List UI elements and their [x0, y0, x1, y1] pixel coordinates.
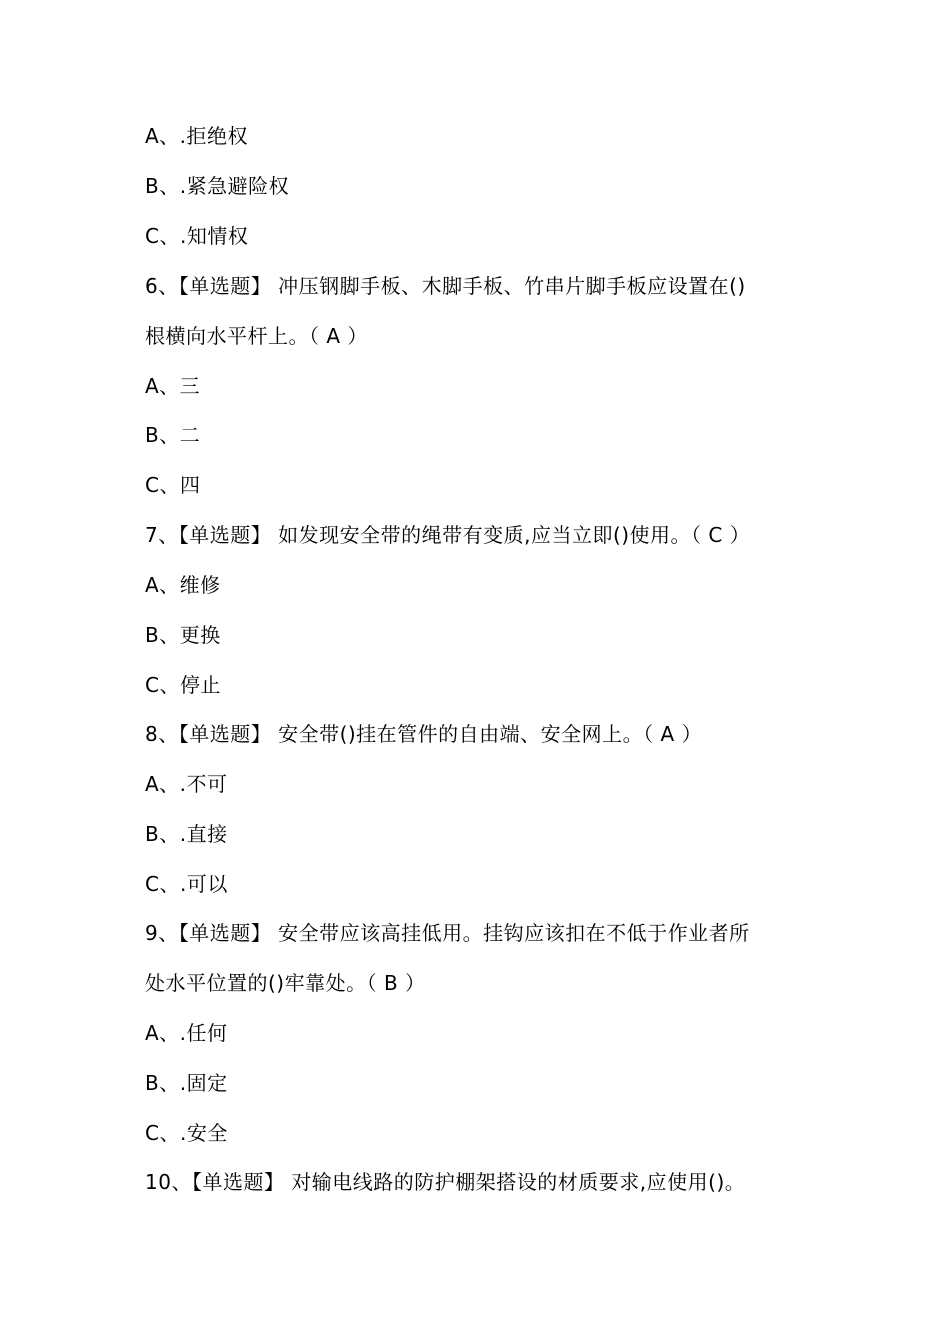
option-line: A、.任何: [145, 1021, 228, 1045]
question-line: 8、【单选题】 安全带()挂在管件的自由端、安全网上。（ A ）: [145, 722, 703, 746]
option-line: A、.不可: [145, 772, 228, 796]
option-line: C、.知情权: [145, 224, 249, 248]
question-line: 处水平位置的()牢靠处。（ B ）: [145, 971, 426, 995]
option-line: A、维修: [145, 573, 221, 597]
option-line: C、.安全: [145, 1121, 228, 1145]
question-line: 根横向水平杆上。（ A ）: [145, 324, 368, 348]
option-line: C、四: [145, 473, 201, 497]
option-line: B、.紧急避险权: [145, 174, 290, 198]
option-line: C、.可以: [145, 872, 228, 896]
question-line: 7、【单选题】 如发现安全带的绳带有变质,应当立即()使用。（ C ）: [145, 523, 751, 547]
question-line: 9、【单选题】 安全带应该高挂低用。挂钩应该扣在不低于作业者所: [145, 921, 750, 945]
question-line: 10、【单选题】 对输电线路的防护棚架搭设的材质要求,应使用()。: [145, 1170, 746, 1194]
question-line: 6、【单选题】 冲压钢脚手板、木脚手板、竹串片脚手板应设置在(): [145, 274, 746, 298]
option-line: A、.拒绝权: [145, 124, 249, 148]
option-line: B、更换: [145, 623, 221, 647]
option-line: B、二: [145, 423, 201, 447]
option-line: C、停止: [145, 673, 221, 697]
option-line: A、三: [145, 374, 201, 398]
option-line: B、.直接: [145, 822, 228, 846]
option-line: B、.固定: [145, 1071, 228, 1095]
